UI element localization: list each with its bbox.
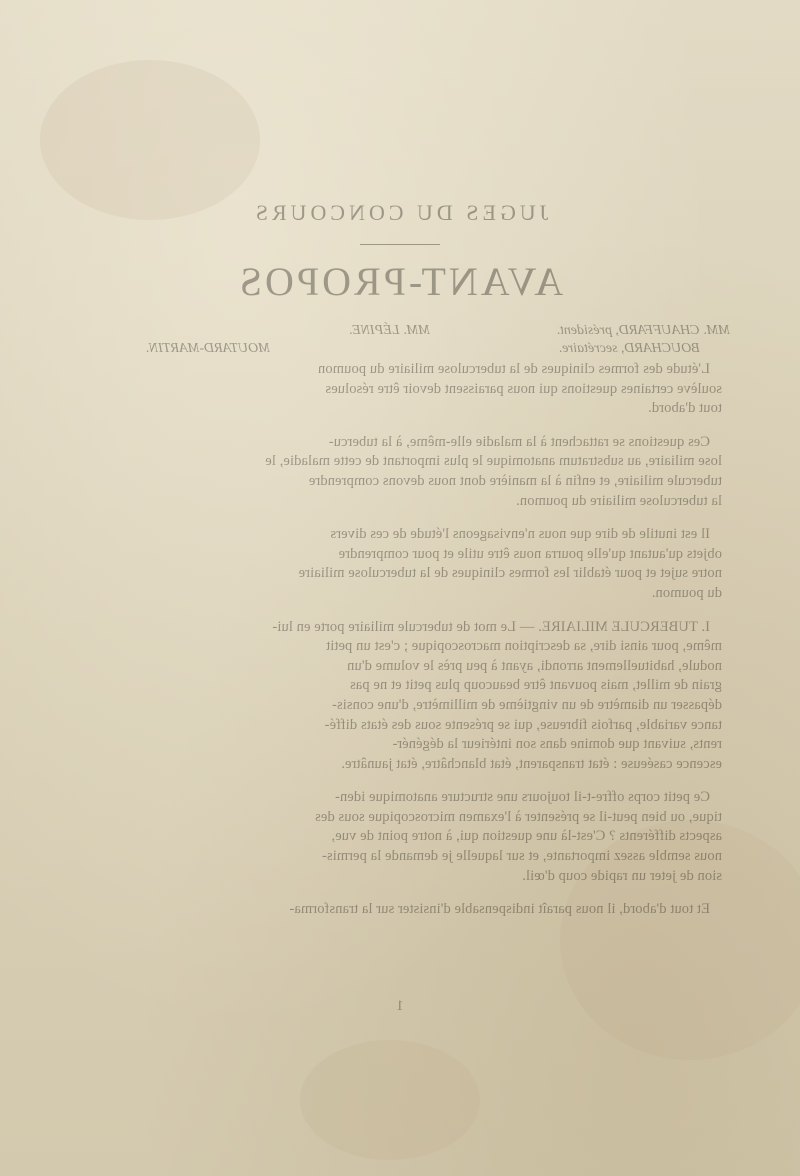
committee-entry: MOUTARD-MARTIN.: [145, 341, 270, 356]
text-line: grain de millet, mais pouvant être beaucoup plus petit et ne pas: [349, 677, 722, 694]
page-title: AVANT-PROPOS: [236, 259, 564, 304]
committee-row: [145, 322, 730, 340]
text-line: rents, suivant que domine dans son intérieur la dégénér-: [392, 736, 722, 753]
paragraph-gap: [265, 774, 722, 788]
committee-entry: MM. CHAUFFARD, président.: [556, 323, 730, 338]
text-line: lose miliaire, au substratum anatomique le plus important de cette maladie, le: [265, 453, 722, 470]
text-line: tubercule miliaire, et enfin à la manière dont nous devons comprendre: [308, 472, 722, 489]
page-number: 1: [396, 998, 404, 1014]
text-line: Ce petit corps offre-t-il toujours une structure anatomique iden-: [334, 789, 710, 806]
text-line: même, pour ainsi dire, sa description macroscopique ; c'est un petit: [326, 638, 722, 655]
text-line: dépasser un diamètre de un vingtième de millimètre, d'une consis-: [331, 696, 722, 713]
text-line: Il est inutile de dire que nous n'envisageons l'étude de ces divers: [330, 526, 710, 543]
committee-entry: MM. LÉPINE.: [348, 323, 430, 338]
paragraph-gap: [265, 886, 722, 900]
committee-list: [145, 322, 730, 358]
text-line: sion de jeter un rapide coup d'œil.: [522, 867, 722, 884]
paragraph-gap: [265, 604, 722, 618]
text-line: tout d'abord.: [648, 400, 722, 417]
text-line: tance variable, parfois fibreuse, qui se présente sous des états diffé-: [324, 716, 722, 733]
text-line: escence caséeuse : état transparent, état blanchâtre, état jaunâtre.: [341, 755, 722, 772]
text-line: Et tout d'abord, il nous paraît indispensable d'insister sur la transforma-: [289, 901, 710, 918]
text-line: I. TUBERCULE MILIAIRE. — Le mot de tubercule miliaire porte en lui-: [272, 618, 710, 635]
paragraph-gap: [265, 419, 722, 433]
text-line: nous semble assez importante, et sur laquelle je demande la permis-: [321, 848, 722, 865]
text-line: soulève certaines questions qui nous paraissent devoir être résolues: [325, 380, 722, 397]
text-line: notre sujet et pour établir les formes cliniques de la tuberculose miliaire: [298, 565, 722, 582]
text-line: Ces questions se rattachent à la maladie elle-même, à la tubercu-: [328, 433, 710, 450]
text-line: du poumon.: [651, 584, 722, 601]
body-text: [265, 360, 722, 920]
committee-entry: BOUCHARD, secrétaire.: [558, 341, 700, 356]
paragraph-gap: [265, 511, 722, 525]
text-line: aspects différents ? C'est-là une question qui, à notre point de vue,: [331, 828, 722, 845]
title-rule: [360, 244, 440, 245]
running-head: JUGES DU CONCOURS: [251, 200, 549, 225]
text-line: nodule, habituellement arrondi, ayant à peu près le volume d'un: [347, 657, 722, 674]
committee-row: [145, 340, 730, 358]
text-line: tique, ou bien peut-il se présenter à l'examen microscopique sous des: [315, 808, 722, 825]
text-line: la tuberculose miliaire du poumon.: [516, 492, 722, 509]
text-line: objets qu'autant qu'elle pourra nous être utile et pour comprendre: [338, 545, 722, 562]
text-line: L'étude des formes cliniques de la tuberculose miliaire du poumon: [317, 361, 710, 377]
